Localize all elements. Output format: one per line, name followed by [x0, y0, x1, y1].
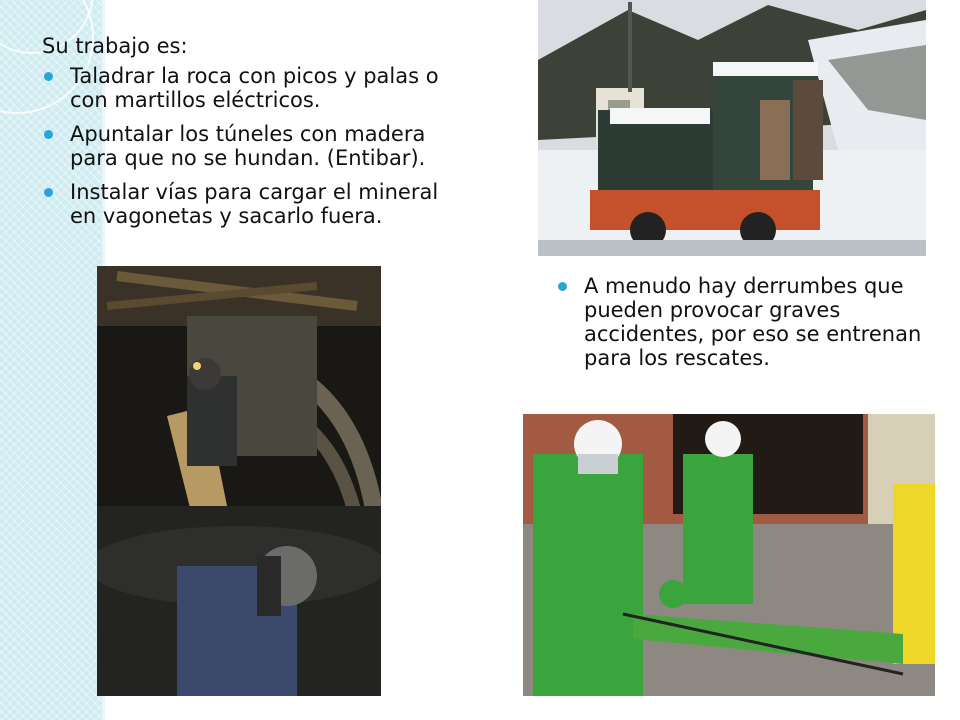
list-item — [556, 274, 946, 370]
list-item — [42, 180, 462, 228]
task-list — [42, 64, 462, 228]
bullet-dot-icon — [44, 130, 53, 139]
bullet-dot-icon — [558, 282, 567, 291]
list-item — [42, 122, 462, 170]
bullet-dot-icon — [44, 72, 53, 81]
left-text-block — [42, 34, 462, 238]
task-text: Taladrar la roca con picos y palas o con martillos eléctricos. — [70, 64, 439, 112]
bullet-dot-icon — [44, 188, 53, 197]
miner-tunnel-photo — [97, 266, 381, 696]
rescue-note: A menudo hay derrumbes que pueden provocar graves accidentes, por eso se entrenan para los rescates. — [584, 274, 922, 370]
locomotive-snow-photo — [538, 0, 926, 256]
task-text: Instalar vías para cargar el mineral en vagonetas y sacarlo fuera. — [70, 180, 439, 228]
intro-heading: Su trabajo es: — [42, 34, 188, 58]
list-item — [42, 64, 462, 112]
right-text-block — [556, 274, 946, 370]
task-text: Apuntalar los túneles con madera para que no se hundan. (Entibar). — [70, 122, 426, 170]
rescue-training-photo — [523, 414, 935, 696]
